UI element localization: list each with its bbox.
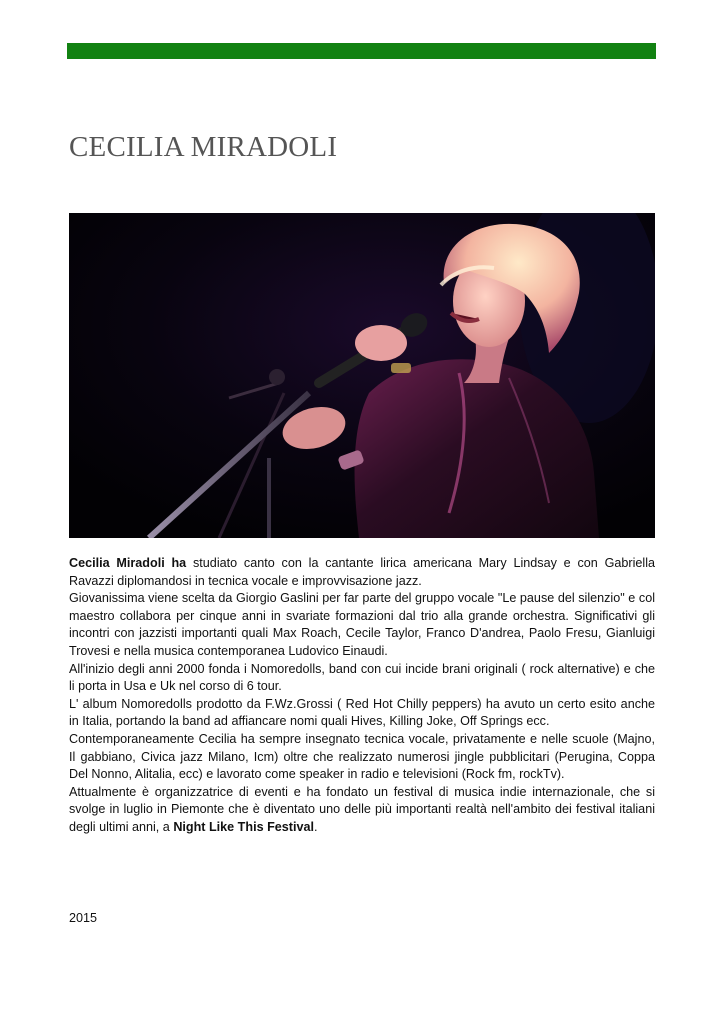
bio-paragraph-2: Giovanissima viene scelta da Giorgio Gaslini per far parte del gruppo vocale "Le pause del silenzio" e col maestro collabora per cinque anni in svariate formazioni dal trio alla grande orchestra. Significativi gli incontri con jazzisti importanti quali Max Roach, Cecile Taylor, Franco D'andrea, Paolo Fresu, Gianluigi Trovesi e nella musica contemporanea Ludovico Einaudi. [69, 591, 655, 658]
bio-paragraph-1-text: studiato canto con la cantante lirica americana Mary Lindsay e con Gabriella Ravazzi diplomandosi in tecnica vocale e improvvisazione jazz. [69, 556, 656, 588]
header-accent-bar [67, 43, 656, 59]
bio-paragraph-6-text: Attualmente è organizzatrice di eventi e ha fondato un festival di musica indie internazionale, che si svolge in luglio in Piemonte che è diventato uno delle più importanti realtà nell'ambito dei festival italiani degli ultimi anni, a [69, 784, 655, 834]
bio-paragraph-4: L' album Nomoredolls prodotto da F.Wz.Grossi ( Red Hot Chilly peppers) ha avuto un certo esito anche in Italia, portando la band ad affiancare nomi quali Hives, Killing Joke, Off Springs ecc. [69, 696, 655, 729]
singer-performing-photo [69, 213, 655, 538]
bio-paragraph-3: All'inizio degli anni 2000 fonda i Nomoredolls, band con cui incide brani originali ( rock alternative) e che li porta in Usa e Uk nel corso di 6 tour. [69, 661, 655, 694]
festival-name-bold: Night Like This Festival [173, 819, 314, 834]
bio-paragraph-6 [69, 784, 655, 837]
bio-name-bold: Cecilia Miradoli ha [69, 556, 187, 570]
bio-paragraph-6-end: . [313, 819, 318, 834]
bio-paragraph-1 [69, 555, 655, 590]
bio-paragraph-5: Contemporaneamente Cecilia ha sempre insegnato tecnica vocale, privatamente e nelle scuole (Majno, Il gabbiano, Civica jazz Milano, Icm) oltre che realizzato numerosi jingle pubblicitari (Perugina, Coppa Del Nonno, Alitalia, ecc) e lavorato come speaker in radio e televisioni (Rock fm, rockTv). [69, 731, 655, 782]
page-title: CECILIA MIRADOLI [69, 131, 338, 163]
biography-text [69, 555, 655, 837]
document-year: 2015 [69, 911, 98, 925]
